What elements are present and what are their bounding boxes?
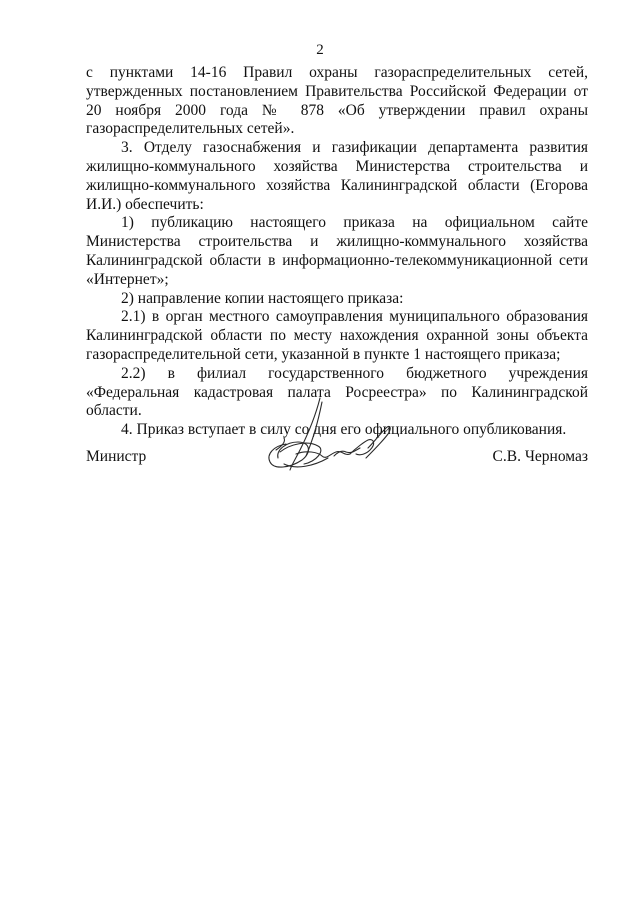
paragraph-item-3-2-2: 2.2) в филиал государственного бюджетного учреждения «Федеральная кадастровая палата Росреестра» по Калининградской области.: [86, 364, 588, 420]
signer-title: Министр: [86, 448, 147, 465]
page-number: 2: [316, 42, 324, 58]
paragraph-item-3: 3. Отделу газоснабжения и газификации департамента развития жилищно-коммунального хозяйства Министерства строительства и жилищно-коммунального хозяйства Калининградской области (Егорова И.И.) обеспечить:: [86, 139, 588, 213]
signer-name: С.В. Черномаз: [492, 448, 588, 465]
document-body: [86, 64, 588, 440]
paragraph-item-4: 4. Приказ вступает в силу со дня его официального опубликования.: [121, 421, 567, 439]
paragraph-item-3-2-1: 2.1) в орган местного самоуправления муниципального образования Калининградской области по месту нахождения охранной зоны объекта газораспределительной сети, указанной в пункте 1 настоящего приказа;: [86, 308, 588, 363]
signature-block: [86, 448, 588, 472]
paragraph-continuation: с пунктами 14-16 Правил охраны газораспределительных сетей, утвержденных постановлением Правительства Российской Федерации от 20 ноября 2000 года № 878 «Об утверждении правил охраны газораспределительных сетей».: [86, 64, 588, 138]
paragraph-item-3-1: 1) публикацию настоящего приказа на официальном сайте Министерства строительства и жилищно-коммунального хозяйства Калининградской области в информационно-телекоммуникационной сети «Интернет»;: [86, 214, 588, 288]
paragraph-item-3-2: 2) направление копии настоящего приказа:: [121, 289, 404, 307]
